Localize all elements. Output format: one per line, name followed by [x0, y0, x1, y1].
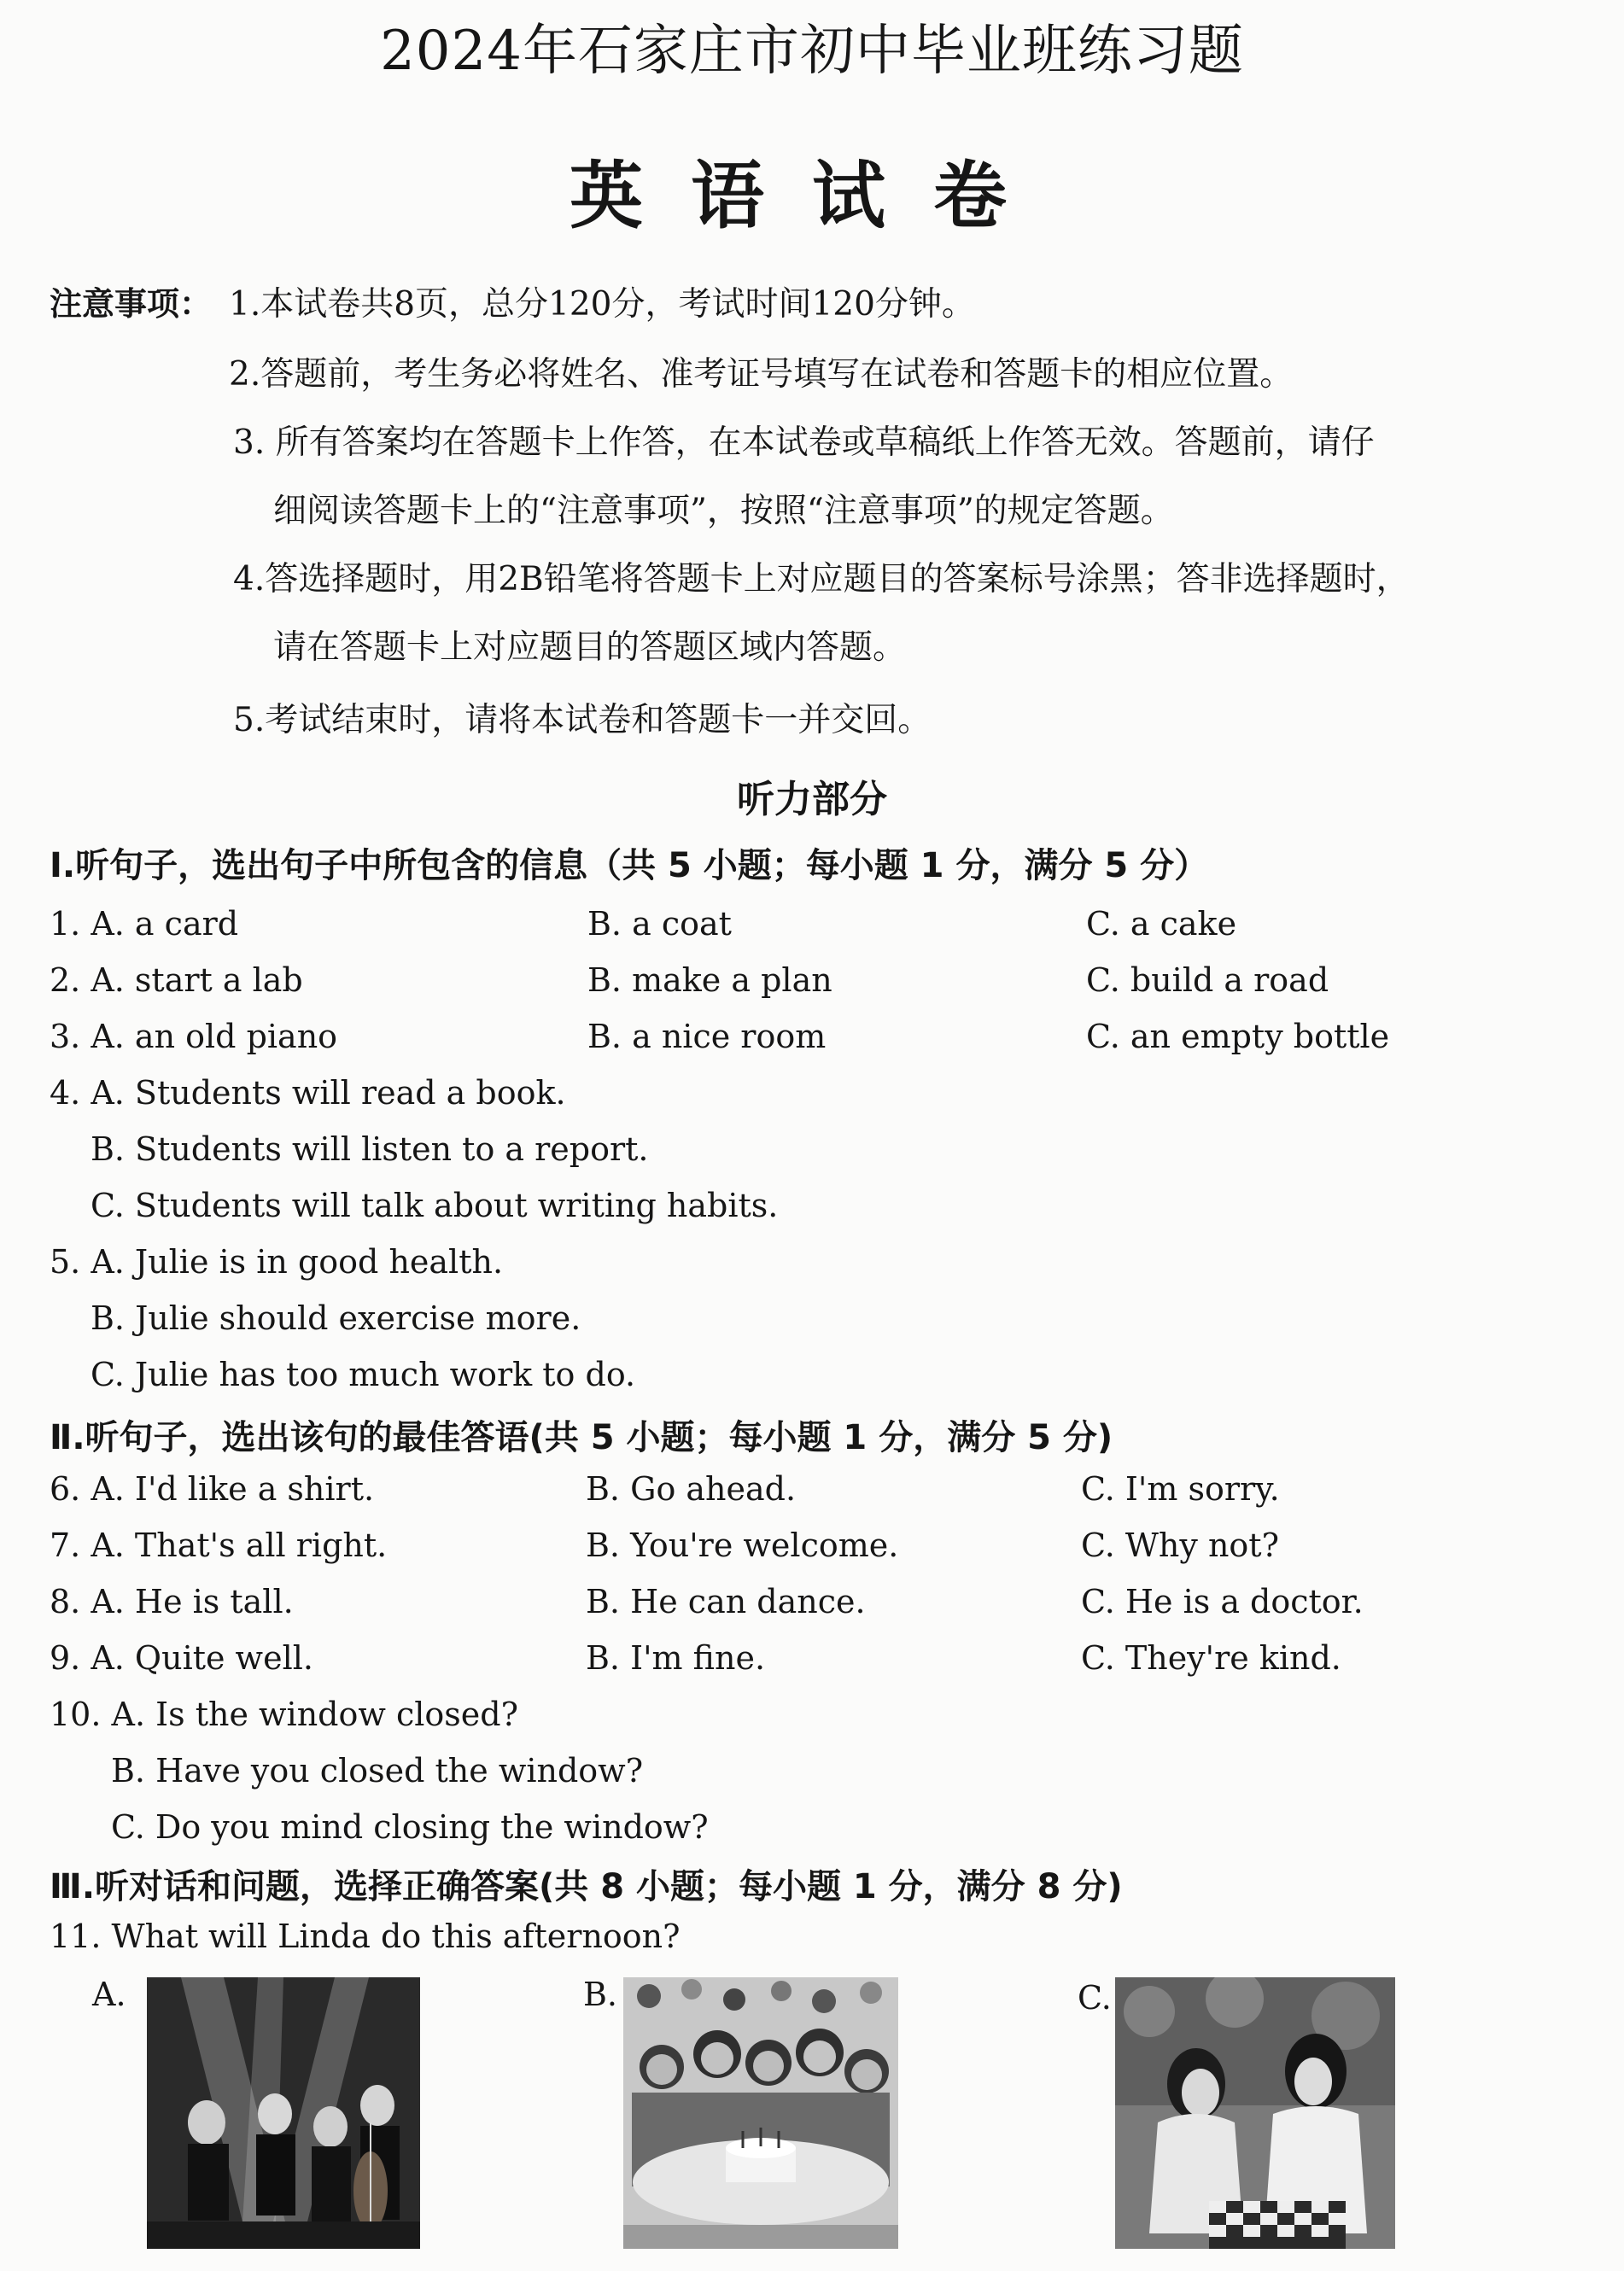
q7-option-c: C. Why not? [1081, 1527, 1279, 1564]
notice-item-3-cont: 细阅读答题卡上的“注意事项”，按照“注意事项”的规定答题。 [273, 492, 1174, 530]
notice-item-3: 3. 所有答案均在答题卡上作答，在本试卷或草稿纸上作答无效。答题前，请仔 [233, 423, 1375, 462]
notice-item-4: 4.答选择题时，用2B铅笔将答题卡上对应题目的答案标号涂黑；答非选择题时， [233, 560, 1410, 598]
q5-option-b: B. Julie should exercise more. [91, 1299, 581, 1337]
q5-option-a: 5. A. Julie is in good health. [50, 1243, 504, 1281]
q11-option-b-label: B. [583, 1976, 618, 2013]
notice-item-5: 5.考试结束时，请将本试卷和答题卡一并交回。 [233, 701, 932, 739]
q6-option-a: 6. A. I'd like a shirt. [50, 1470, 375, 1508]
q9-option-a: 9. A. Quite well. [50, 1639, 313, 1677]
q11-option-c-image [1115, 1977, 1395, 2249]
q5-option-c: C. Julie has too much work to do. [91, 1356, 636, 1393]
q4-option-b: B. Students will listen to a report. [91, 1130, 649, 1168]
q10-option-b: B. Have you closed the window? [111, 1752, 644, 1789]
q2-option-c: C. build a road [1086, 961, 1329, 999]
notice-item-1: 1.本试卷共8页，总分120分，考试时间120分钟。 [229, 285, 975, 324]
part3-heading: Ⅲ.听对话和问题，选择正确答案(共 8 小题；每小题 1 分，满分 8 分) [50, 1867, 1123, 1906]
q3-option-a: 3. A. an old piano [50, 1018, 338, 1055]
q3-option-b: B. a nice room [587, 1018, 827, 1055]
q4-option-c: C. Students will talk about writing habits. [91, 1187, 779, 1224]
notice-item-2: 2.答题前，考生务必将姓名、准考证号填写在试卷和答题卡的相应位置。 [229, 355, 1294, 394]
q2-option-a: 2. A. start a lab [50, 961, 303, 999]
notice-label: 注意事项： [50, 285, 213, 323]
q1-option-a: 1. A. a card [50, 905, 239, 943]
q4-option-a: 4. A. Students will read a book. [50, 1074, 566, 1112]
q11-option-a-image [147, 1977, 420, 2249]
q7-option-a: 7. A. That's all right. [50, 1527, 388, 1564]
q7-option-b: B. You're welcome. [586, 1527, 899, 1564]
q10-option-c: C. Do you mind closing the window? [111, 1808, 709, 1846]
q2-option-b: B. make a plan [587, 961, 832, 999]
q9-option-c: C. They're kind. [1081, 1639, 1341, 1677]
listening-heading: 听力部分 [737, 778, 887, 821]
part1-heading: Ⅰ.听句子，选出句子中所包含的信息（共 5 小题；每小题 1 分，满分 5 分） [50, 846, 1209, 885]
q6-option-c: C. I'm sorry. [1081, 1470, 1280, 1508]
q11-option-b-image [623, 1977, 898, 2249]
q11-question: 11. What will Linda do this afternoon? [50, 1918, 681, 1955]
notice-item-4-cont: 请在答题卡上对应题目的答题区域内答题。 [273, 628, 907, 667]
exam-subtitle: 英语试卷 [570, 153, 1054, 239]
q9-option-b: B. I'm fine. [586, 1639, 766, 1677]
exam-title: 2024年石家庄市初中毕业班练习题 [380, 20, 1244, 83]
q11-option-c-label: C. [1078, 1979, 1112, 2017]
q1-option-b: B. a coat [587, 905, 732, 943]
q8-option-b: B. He can dance. [586, 1583, 866, 1620]
q1-option-c: C. a cake [1086, 905, 1237, 943]
q10-option-a: 10. A. Is the window closed? [50, 1696, 518, 1733]
part2-heading: Ⅱ.听句子，选出该句的最佳答语(共 5 小题；每小题 1 分，满分 5 分) [50, 1418, 1113, 1457]
q8-option-a: 8. A. He is tall. [50, 1583, 294, 1620]
q11-option-a-label: A. [92, 1976, 126, 2013]
q3-option-c: C. an empty bottle [1086, 1018, 1390, 1055]
q6-option-b: B. Go ahead. [586, 1470, 797, 1508]
q8-option-c: C. He is a doctor. [1081, 1583, 1364, 1620]
